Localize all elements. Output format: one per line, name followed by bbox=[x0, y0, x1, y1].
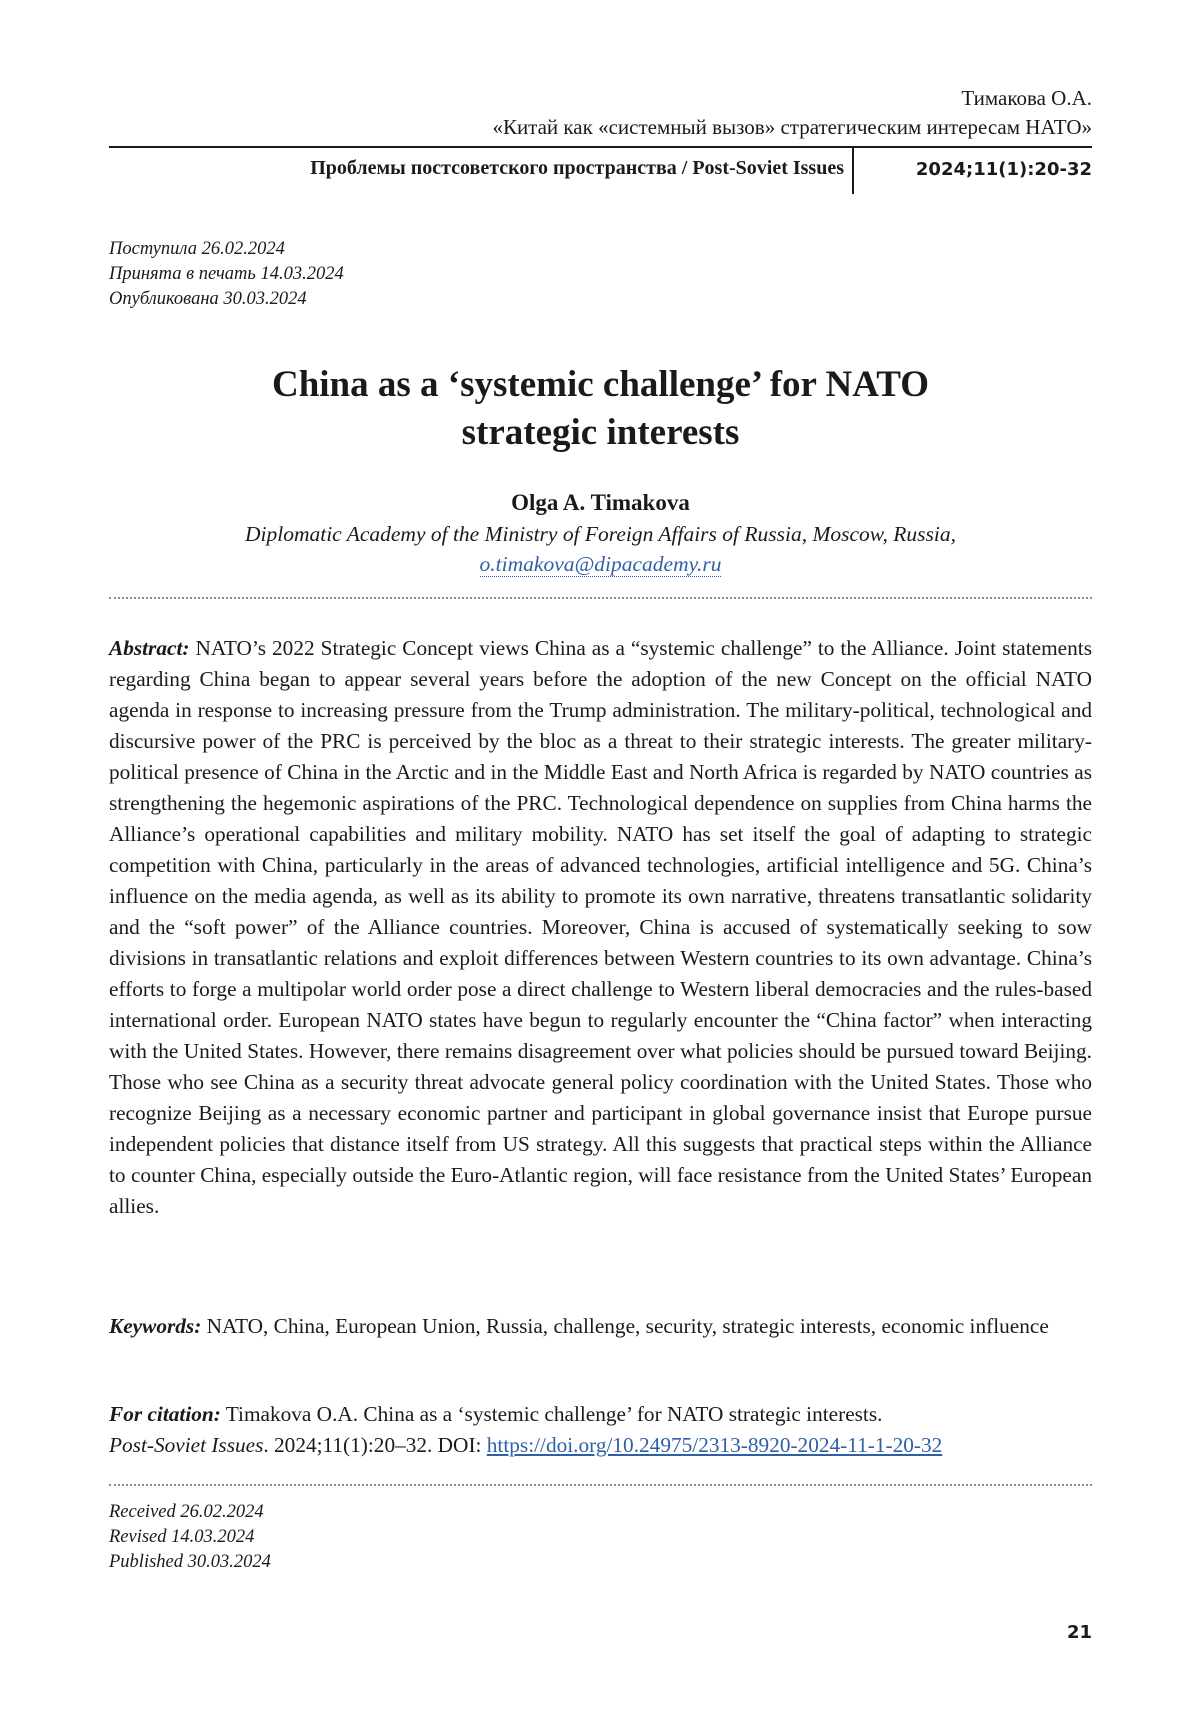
keywords bbox=[109, 1311, 1092, 1342]
date-published-en: Published 30.03.2024 bbox=[109, 1550, 271, 1575]
dates-en bbox=[109, 1500, 271, 1575]
article-title bbox=[109, 361, 1092, 457]
dates-ru bbox=[109, 237, 344, 312]
page-number: 21 bbox=[1067, 1622, 1092, 1643]
date-accepted-ru: Принята в печать 14.03.2024 bbox=[109, 262, 344, 287]
citation bbox=[109, 1399, 1092, 1461]
abstract bbox=[109, 633, 1092, 1222]
running-head bbox=[492, 84, 1092, 142]
dotted-divider-top bbox=[109, 597, 1092, 599]
dotted-divider-bottom bbox=[109, 1484, 1092, 1486]
journal-name: Проблемы постсоветского пространства / Post-Soviet Issues bbox=[310, 157, 844, 180]
abstract-text: NATO’s 2022 Strategic Concept views China as a “systemic challenge” to the Alliance. Joint statements regarding China began to appear several years before the adoption of the new Con­cept on the official NATO agenda in response to increasing pressure from the Trump administration. The military-political, technological and discursive power of the PRC is perceived by the bloc as a threat to their strategic interests. The greater military-political presence of China in the Arctic and in the Middle East and North Africa is regarded by NATO countries as strengthening the hegemon­ic aspirations of the PRC. Technological dependence on supplies from China harms the Alliance’s operational capabilities and military mobility. NATO has set itself the goal of adapting to strategic competition with China, particularly in the areas of advanced technologies, artificial intelligence and 5G. China’s influence on the media agenda, as well as its ability to promote its own narrative, threatens transatlantic solidarity and the “soft power” of the Alliance countries. Moreover, China is accused of systematically seeking to sow divisions in transatlantic relations and exploit differ­ences between Western countries to its own advantage. China’s efforts to forge a multipolar world order pose a direct challenge to Western liberal democracies and the rules-based international order. European NATO states have begun to regularly encounter the “China factor” when interacting with the United States. However, there remains disagreement over what policies should be pursued toward Beijing. Those who see China as a security threat advocate general policy coordination with the United States. Those who recognize Beijing as a necessary economic partner and participant in global governance insist that Europe pursue independent policies that distance itself from US strategy. All this suggests that practical steps within the Alliance to counter China, especially out­side the Euro-Atlantic region, will face resistance from the United States’ European allies. bbox=[109, 636, 1092, 1218]
date-received-ru: Поступила 26.02.2024 bbox=[109, 237, 344, 262]
keywords-label: Keywords: bbox=[109, 1314, 201, 1338]
citation-doi-link[interactable]: https://doi.org/10.24975/2313-8920-2024-11-1-20-32 bbox=[487, 1433, 943, 1457]
journal-issue: 2024;11(1):20-32 bbox=[916, 159, 1092, 180]
citation-label: For citation: bbox=[109, 1402, 221, 1426]
author-affiliation: Diplomatic Academy of the Ministry of Foreign Affairs of Russia, Moscow, Russia, bbox=[109, 519, 1092, 549]
date-received-en: Received 26.02.2024 bbox=[109, 1500, 271, 1525]
author-name: Olga A. Timakova bbox=[109, 487, 1092, 519]
running-head-author: Тимакова О.А. bbox=[492, 84, 1092, 113]
citation-details: . 2024;11(1):20–32. DOI: bbox=[263, 1433, 486, 1457]
author-email-line bbox=[109, 549, 1092, 579]
journal-divider bbox=[852, 147, 854, 194]
citation-text: Timakova O.A. China as a ‘systemic challenge’ for NATO strategic interests. bbox=[221, 1402, 883, 1426]
citation-journal: Post-Soviet Issues bbox=[109, 1433, 263, 1457]
abstract-label: Abstract: bbox=[109, 636, 189, 660]
author-email-link[interactable]: o.timakova@dipacademy.ru bbox=[480, 552, 722, 577]
date-published-ru: Опубликована 30.03.2024 bbox=[109, 287, 344, 312]
article-title-line1: China as a ‘systemic challenge’ for NATO bbox=[109, 361, 1092, 409]
running-head-title: «Китай как «системный вызов» стратегическим интересам НАТО» bbox=[492, 113, 1092, 142]
author-block bbox=[109, 487, 1092, 579]
article-title-line2: strategic interests bbox=[109, 409, 1092, 457]
journal-bar bbox=[109, 147, 1092, 194]
date-revised-en: Revised 14.03.2024 bbox=[109, 1525, 271, 1550]
article-page bbox=[109, 0, 1092, 1710]
keywords-text: NATO, China, European Union, Russia, challenge, security, strategic interests, eco­nomic influence bbox=[201, 1314, 1049, 1338]
